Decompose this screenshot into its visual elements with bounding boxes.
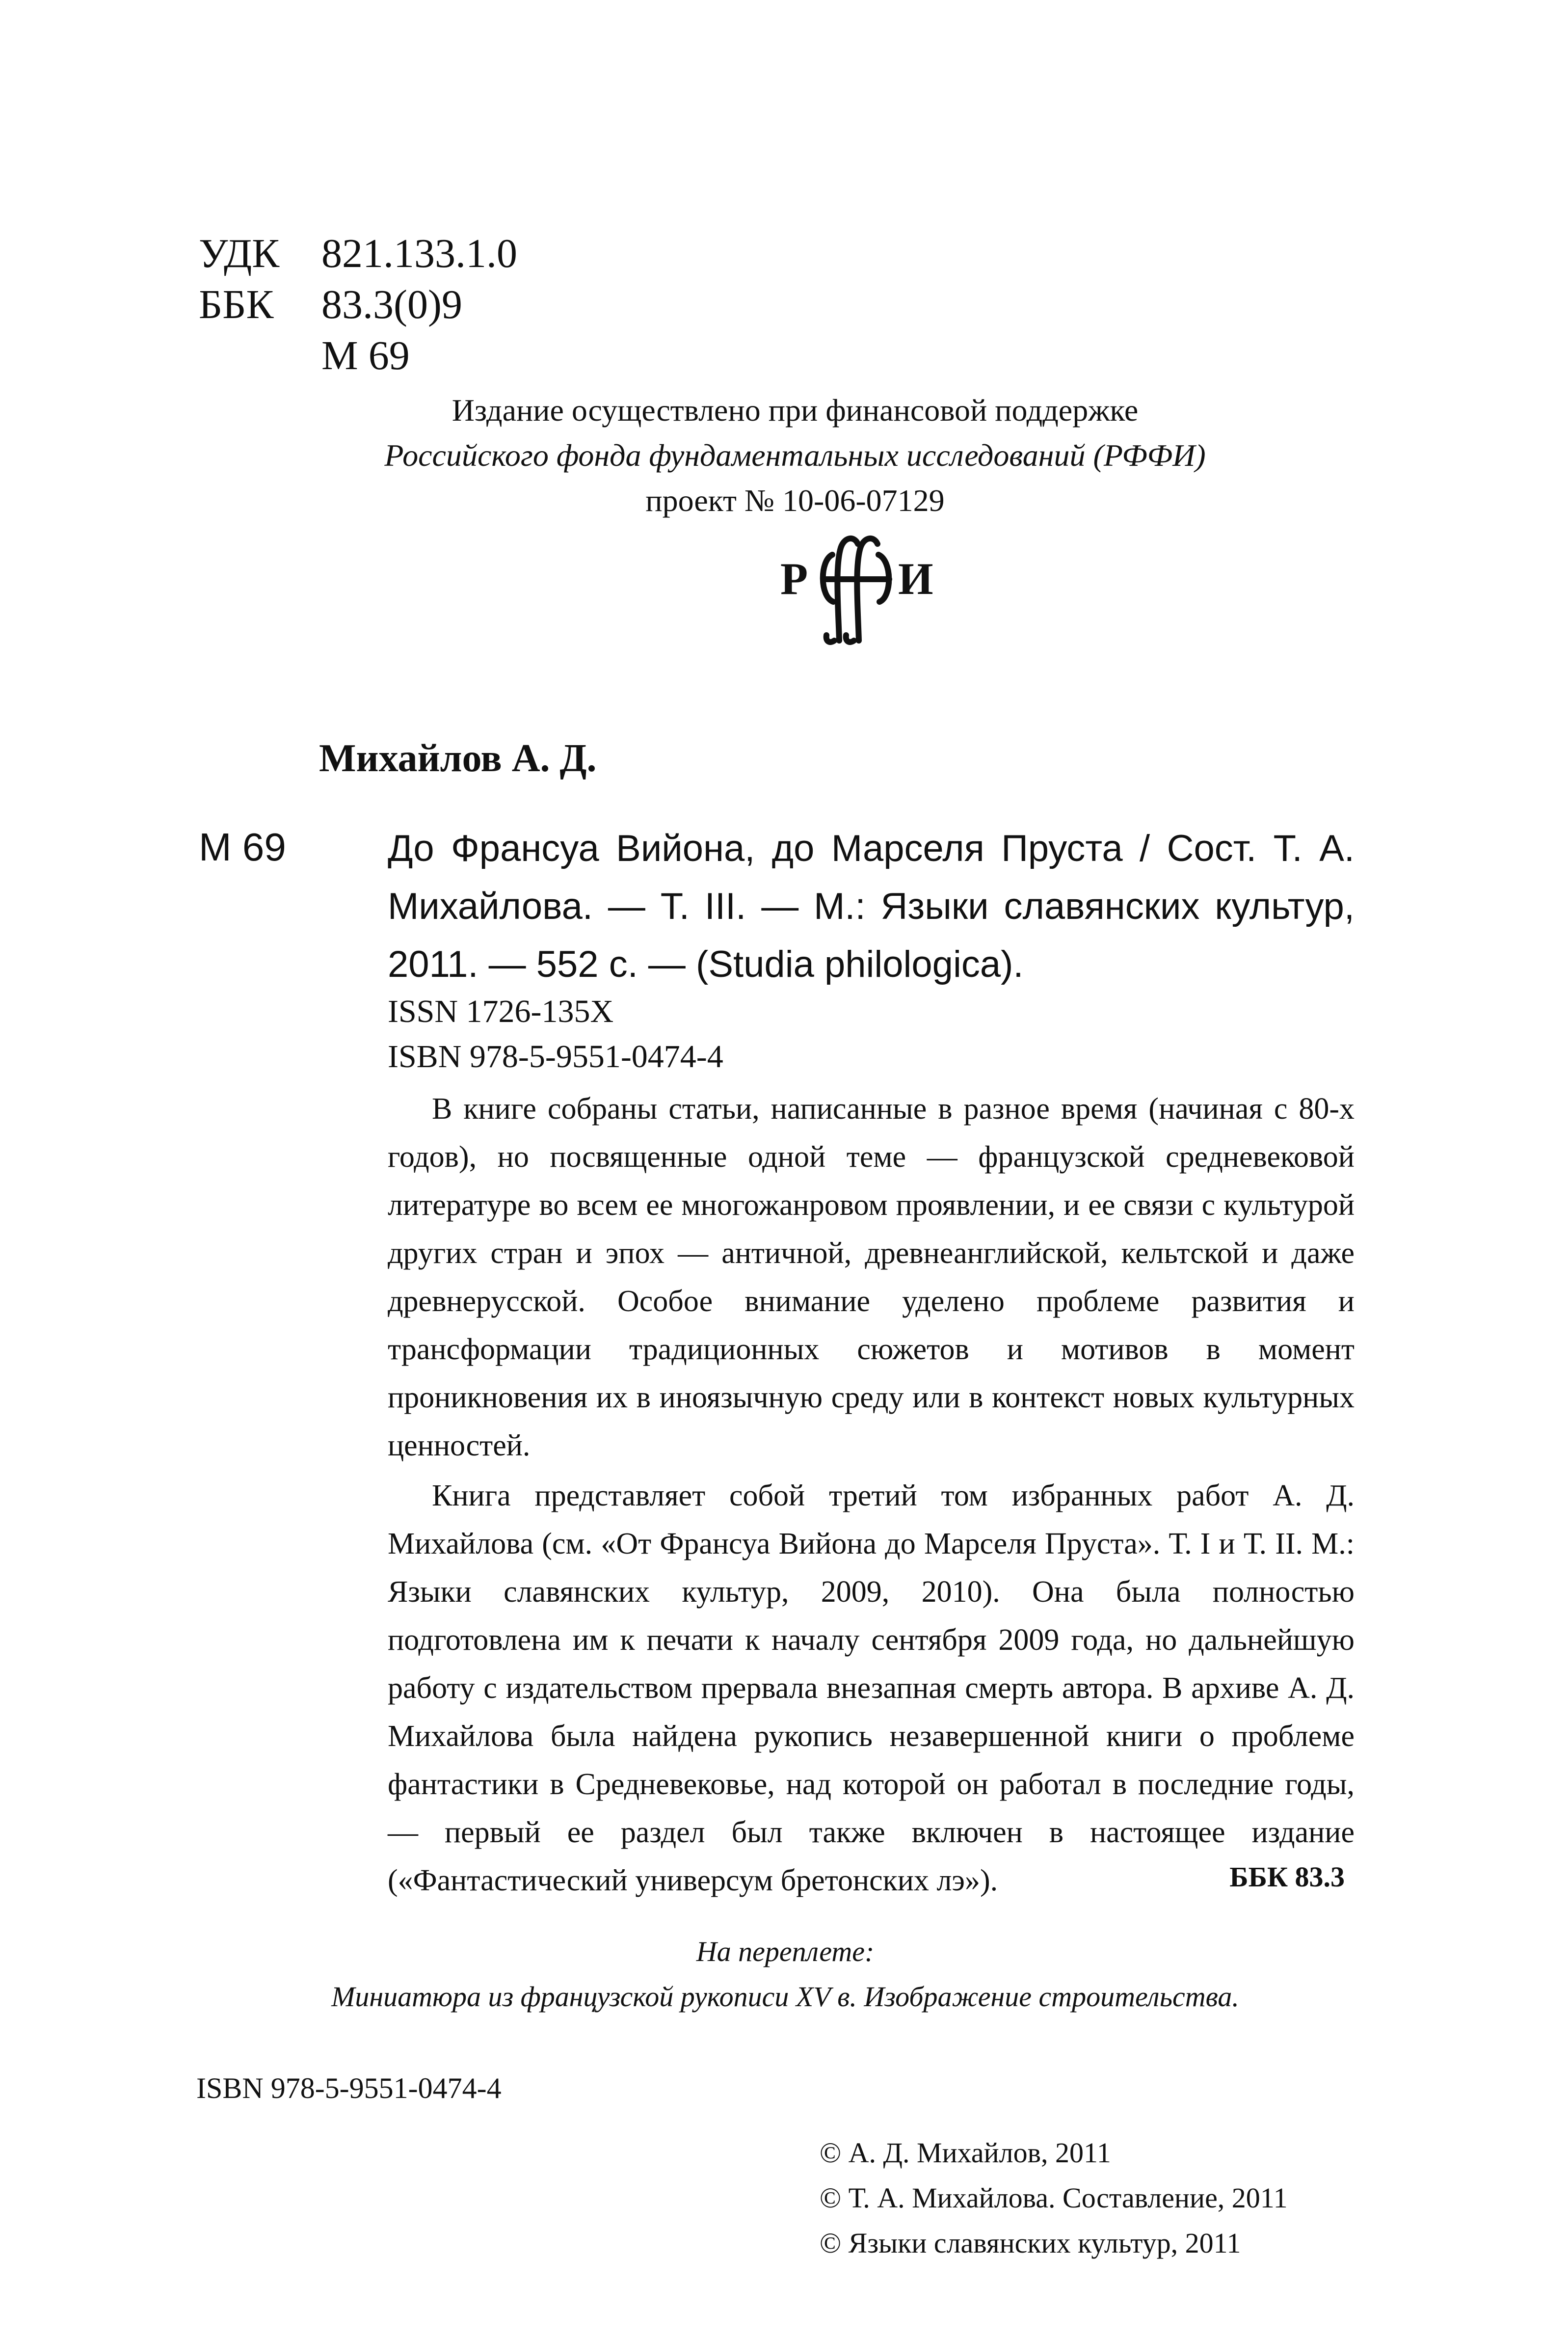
udk-label: УДК (199, 231, 280, 276)
abstract-paragraph-2: Книга представляет собой третий том избранных работ А. Д. Михайлова (см. «От Франсуа Вийона до Марселя Пруста». Т. I и Т. II. М.: Языки славянских культур, 2009, 2010). Она была полностью подготовлена им к печати к началу сентября 2009 года, но дальнейшую работу с издательством прервала внезапная смерть автора. В архиве А. Д. Михайлова была найдена рукопись незавершенной книги о проблеме фантастики в Средневековье, над которой он работал в последние годы, — первый ее раздел был также включен в настоящее издание («Фантастический универсум бретонских лэ»). (388, 1479, 1355, 1897)
issn-number: ISSN 1726-135X (388, 994, 614, 1029)
author-mark-row (199, 330, 517, 381)
funding-line-3: проект № 10-06-07129 (645, 483, 945, 518)
abstract-paragraph-1: В книге собраны статьи, написанные в разное время (начиная с 80-х годов), но посвященные одной теме — французской средневековой литературе во всем ее многожанровом проявлении, и ее связи с культурой других стран и эпох — античной, древнеанглийской, кельтской и даже древнерусской. Особое внимание уделено проблеме развития и трансформации традиционных сюжетов и мотивов в момент проникновения их в иноязычную среду или в контекст новых культурных ценностей. (388, 1092, 1355, 1462)
copyright-line-publisher: © Языки славянских культур, 2011 (820, 2227, 1241, 2259)
bbk-label: ББК (199, 282, 274, 327)
udk-value: 821.133.1.0 (321, 231, 517, 276)
abstract (388, 1085, 1355, 1905)
rffi-double-f-logo (780, 530, 937, 648)
funding-note (304, 388, 1286, 523)
classification-block (199, 228, 517, 381)
funding-line-1: Издание осуществлено при финансовой поддержке (452, 393, 1139, 428)
copyright-line-compiler: © Т. А. Михайлова. Составление, 2011 (820, 2182, 1288, 2214)
logo-ff-glyph (823, 538, 889, 642)
copyright-line-author: © А. Д. Михайлов, 2011 (820, 2137, 1111, 2169)
isbn-bottom: ISBN 978-5-9551-0474-4 (196, 2072, 502, 2104)
bibliographic-entry: До Франсуа Вийона, до Марселя Пруста / Сост. Т. А. Михайлова. — Т. III. — М.: Языки славянских культур, 2011. — 552 с. — (Studia philologica). (388, 828, 1355, 985)
cover-note (196, 1929, 1374, 2019)
funding-line-2: Российского фонда фундаментальных исследований (РФФИ) (384, 438, 1206, 473)
logo-letter-right: И (898, 554, 933, 604)
isbn-number: ISBN 978-5-9551-0474-4 (388, 1039, 723, 1075)
author-name: Михайлов А. Д. (319, 737, 597, 780)
cover-note-label: На переплете: (696, 1936, 875, 1967)
udk-row (199, 228, 517, 279)
cover-note-text: Миниатюра из французской рукописи XV в. Изображение строительства. (331, 1981, 1239, 2013)
logo-letter-left: Р (780, 554, 808, 604)
author-mark: М 69 (321, 333, 410, 378)
bbk-row (199, 279, 517, 330)
catalog-code: М 69 (199, 825, 286, 869)
copyright-block (820, 2130, 1288, 2266)
bbk-value: 83.3(0)9 (321, 282, 462, 327)
bbk-short: ББК 83.3 (1229, 1861, 1345, 1893)
issn-block (388, 989, 723, 1079)
